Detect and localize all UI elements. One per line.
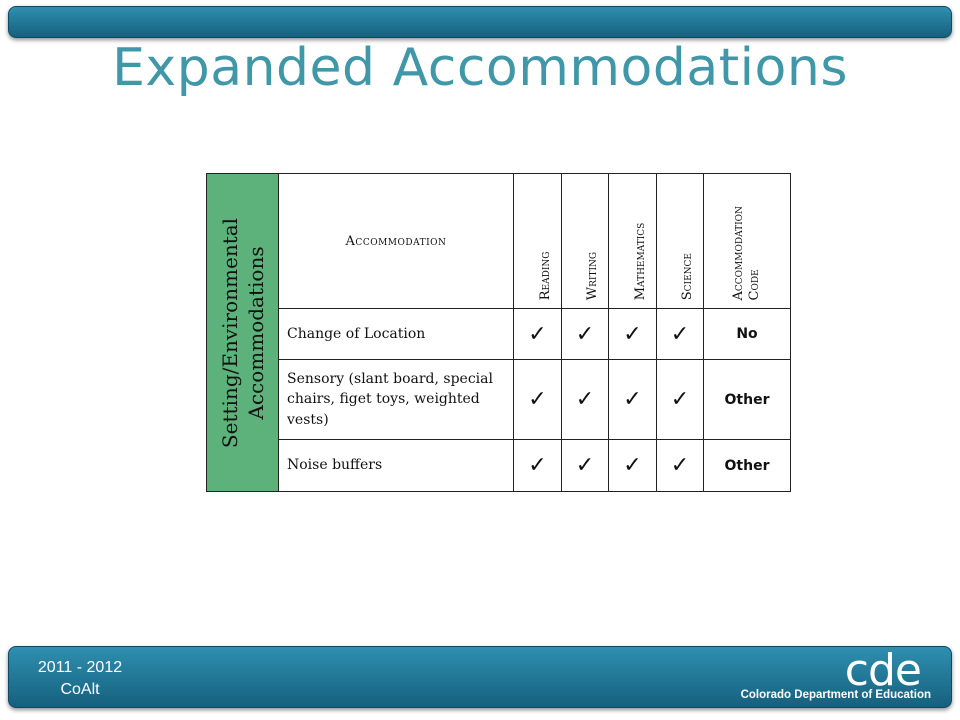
table-row [207, 309, 791, 360]
top-banner [8, 6, 952, 38]
category-side-label [207, 174, 279, 492]
mathematics-check-icon: ✓ [609, 440, 657, 492]
slide-title: Expanded Accommodations [112, 38, 848, 98]
header-mathematics [609, 174, 657, 309]
science-check-icon: ✓ [657, 360, 704, 440]
row-accommodation-name [279, 309, 514, 360]
accommodation-code: Other [704, 440, 791, 492]
reading-check-icon: ✓ [514, 360, 562, 440]
cde-logo-text: Colorado Department of Education [740, 689, 931, 701]
row-name-line: Sensory (slant board, special [287, 371, 493, 388]
side-label-line2: Accommodations [243, 245, 268, 420]
reading-check-icon: ✓ [514, 309, 562, 360]
writing-check-icon: ✓ [562, 440, 609, 492]
header-accommodation-code [704, 174, 791, 309]
mathematics-check-icon: ✓ [609, 309, 657, 360]
row-name-line: Change of Location [287, 325, 426, 342]
header-writing [562, 174, 609, 309]
accommodation-code: No [704, 309, 791, 360]
header-code-line1: Accommodation [730, 205, 746, 300]
row-name-line: chairs, figet toys, weighted [287, 391, 480, 408]
table-row [207, 440, 791, 492]
header-reading-label: Reading [537, 251, 553, 300]
reading-check-icon: ✓ [514, 440, 562, 492]
header-science [657, 174, 704, 309]
header-reading [514, 174, 562, 309]
row-accommodation-name [279, 360, 514, 440]
writing-check-icon: ✓ [562, 309, 609, 360]
header-writing-label: Writing [585, 251, 600, 300]
row-name-line: vests) [287, 411, 329, 428]
footer-program: CoAlt [60, 681, 100, 698]
footer-year: 2011 - 2012 [37, 659, 123, 676]
row-name-line: Noise buffers [287, 457, 383, 474]
header-mathematics-label: Mathematics [632, 222, 648, 300]
table-row [207, 360, 791, 440]
header-code-line2: Code [747, 268, 762, 300]
row-accommodation-name [279, 440, 514, 492]
mathematics-check-icon: ✓ [609, 360, 657, 440]
cde-logo-letters: cde [844, 645, 921, 696]
science-check-icon: ✓ [657, 440, 704, 492]
cde-logo [731, 645, 931, 705]
accommodations-table-container [206, 173, 790, 491]
footer-banner [8, 646, 952, 708]
writing-check-icon: ✓ [562, 360, 609, 440]
accommodation-code: Other [704, 360, 791, 440]
header-science-label: Science [680, 252, 695, 300]
accommodations-table [206, 173, 791, 492]
footer-year-block [29, 657, 131, 701]
header-code-label [731, 206, 764, 300]
science-check-icon: ✓ [657, 309, 704, 360]
header-row [207, 174, 791, 309]
side-label-line1: Setting/Environmental [217, 217, 242, 448]
header-accommodation: Accommodation [279, 174, 514, 309]
